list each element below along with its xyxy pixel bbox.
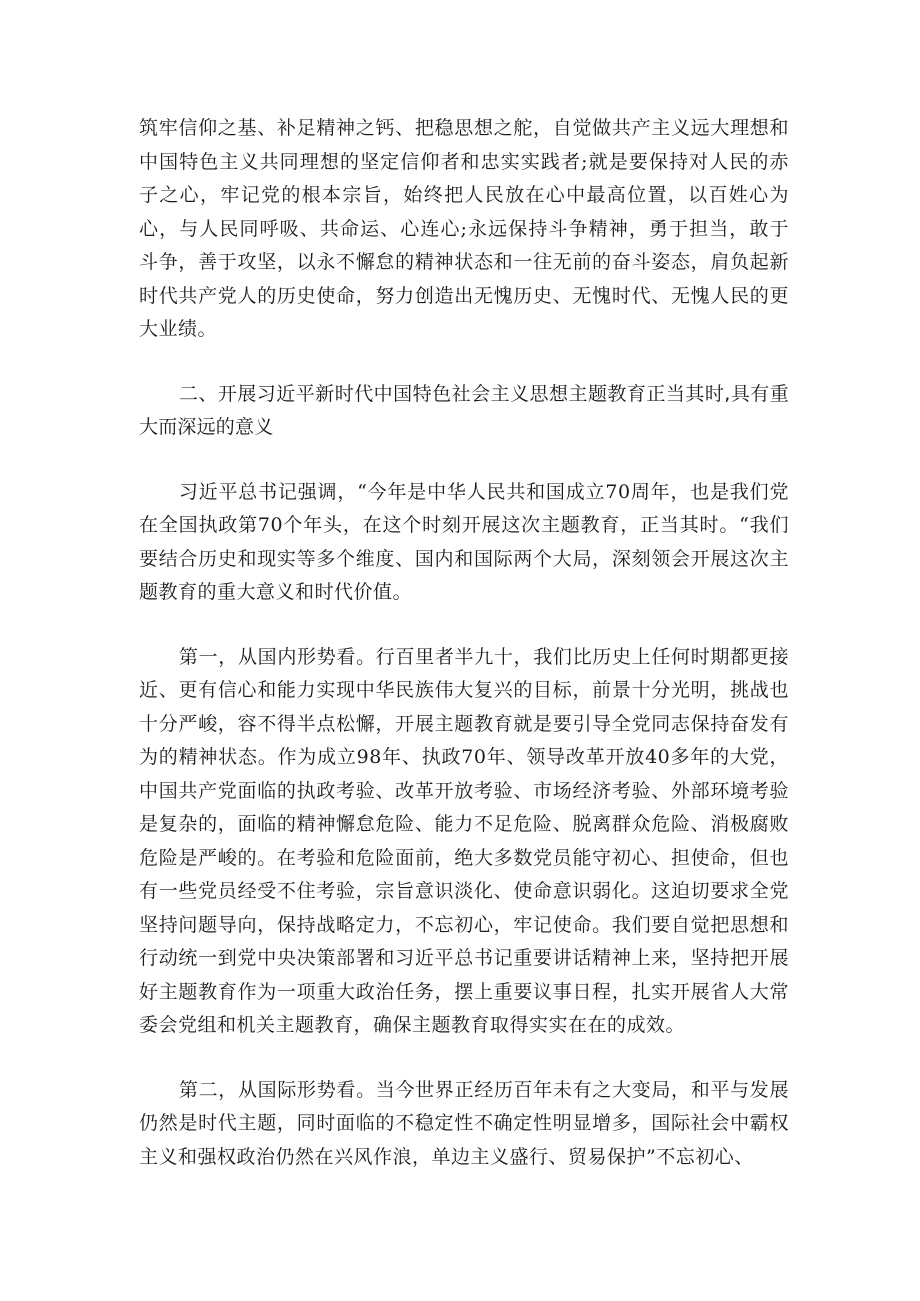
- paragraph-gap: [139, 1043, 789, 1074]
- paragraph-quote: 习近平总书记强调，“今年是中华人民共和国成立70周年，也是我们党在全国执政第70个年头，在这个时刻开展这次主题教育，正当其时。“我们要结合历史和现实等多个维度、国内和国际两个大局，深刻领会开展这次主题教育的重大意义和时代价值。: [139, 480, 789, 603]
- paragraph-gap: [139, 610, 789, 641]
- document-body: [139, 112, 789, 1174]
- paragraph-gap: [139, 347, 789, 378]
- paragraph-international: 第二，从国际形势看。当今世界正经历百年未有之大变局，和平与发展仍然是时代主题，同时面临的不稳定性不确定性明显增多，国际社会中霸权主义和强权政治仍然在兴风作浪，单边主义盛行、贸易保护”不忘初心、: [139, 1078, 789, 1168]
- paragraph-domestic: 第一，从国内形势看。行百里者半九十，我们比历史上任何时期都更接近、更有信心和能力实现中华民族伟大复兴的目标，前景十分光明，挑战也十分严峻，容不得半点松懈，开展主题教育就是要引导全党同志保持奋发有为的精神状态。作为成立98年、执政70年、领导改革开放40多年的大党，中国共产党面临的执政考验、改革开放考验、市场经济考验、外部环境考验是复杂的，面临的精神懈怠危险、能力不足危险、脱离群众危险、消极腐败危险是严峻的。在考验和危险面前，绝大多数党员能守初心、担使命，但也有一些党员经受不住考验，宗旨意识淡化、使命意识弱化。这迫切要求全党坚持问题导向，保持战略定力，不忘初心，牢记使命。我们要自觉把思想和行动统一到党中央决策部署和习近平总书记重要讲话精神上来，坚持把开展好主题教育作为一项重大政治任务，摆上重要议事日程，扎实开展省人大常委会党组和机关主题教育，确保主题教育取得实实在在的成效。: [139, 645, 789, 1036]
- paragraph-gap: [139, 445, 789, 476]
- paragraph-continuation: 筑牢信仰之基、补足精神之钙、把稳思想之舵，自觉做共产主义远大理想和中国特色主义共同理想的坚定信仰者和忠实实践者;就是要保持对人民的赤子之心，牢记党的根本宗旨，始终把人民放在心中最高位置，以百姓心为心，与人民同呼吸、共命运、心连心;永远保持斗争精神，勇于担当，敢于斗争，善于攻坚，以永不懈怠的精神状态和一往无前的奋斗姿态，肩负起新时代共产党人的历史使命，努力创造出无愧历史、无愧时代、无愧人民的更大业绩。: [139, 117, 789, 340]
- section-heading: 二、开展习近平新时代中国特色社会主义思想主题教育正当其时,具有重大而深远的意义: [139, 382, 789, 438]
